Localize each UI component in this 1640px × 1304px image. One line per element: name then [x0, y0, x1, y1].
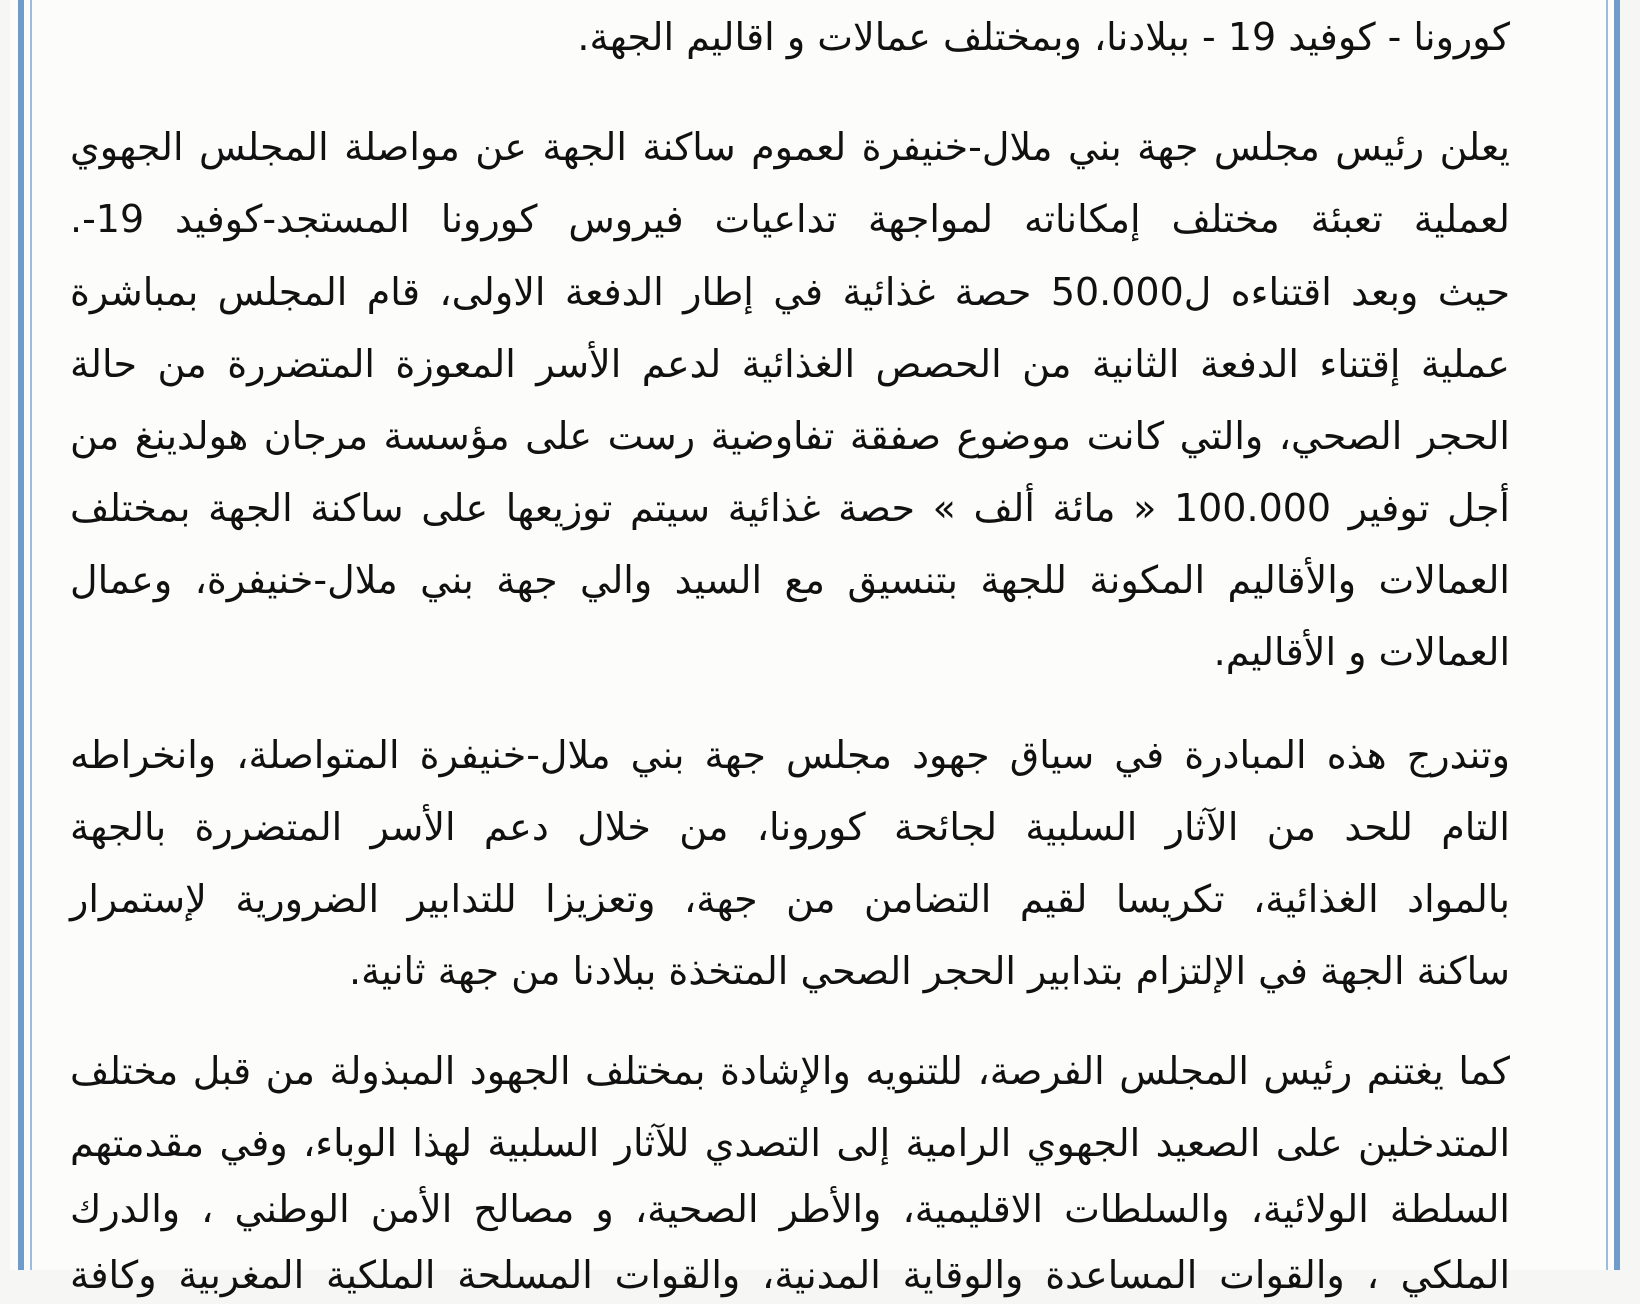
paragraph-3-line: السلطة الولائية، والسلطات الاقليمية، والأطر الصحية، و مصالح الأمن الوطني ، والدرك — [70, 1187, 1510, 1231]
document-page — [10, 0, 1620, 1297]
paragraph-2-line: بالمواد الغذائية، تكريسا لقيم التضامن من جهة، وتعزيزا للتدابير الضرورية لإستمرار — [70, 877, 1510, 921]
paragraph-3-line: المتدخلين على الصعيد الجهوي الرامية إلى التصدي للآثار السلبية لهذا الوباء، وفي مقدمتهم — [70, 1121, 1510, 1165]
paragraph-2-line: التام للحد من الآثار السلبية لجائحة كورونا، من خلال دعم الأسر المتضررة بالجهة — [70, 805, 1510, 849]
paragraph-2-line: ساكنة الجهة في الإلتزام بتدابير الحجر الصحي المتخذة ببلادنا من جهة ثانية. — [348, 949, 1510, 993]
paragraph-1-line: أجل توفير 100.000 « مائة ألف » حصة غذائية سيتم توزيعها على ساكنة الجهة بمختلف — [70, 486, 1510, 530]
paragraph-1-line: العمالات والأقاليم المكونة للجهة بتنسيق مع السيد والي جهة بني ملال-خنيفرة، وعمال — [70, 558, 1510, 602]
paragraph-1-line: حيث وبعد اقتناءه ل50.000 حصة غذائية في إطار الدفعة الاولى، قام المجلس بمباشرة — [70, 270, 1510, 314]
paragraph-1-line: يعلن رئيس مجلس جهة بني ملال-خنيفرة لعموم ساكنة الجهة عن مواصلة المجلس الجهوي — [70, 125, 1510, 169]
paragraph-1-line: عملية إقتناء الدفعة الثانية من الحصص الغذائية لدعم الأسر المعوزة المتضررة من حالة — [70, 342, 1510, 386]
paragraph-2-line: وتندرج هذه المبادرة في سياق جهود مجلس جهة بني ملال-خنيفرة المتواصلة، وانخراطه — [70, 733, 1510, 777]
top-partial-line: كورونا - كوفيد 19 - ببلادنا، وبمختلف عمالات و اقاليم الجهة. — [577, 15, 1510, 59]
paragraph-1-line: العمالات و الأقاليم. — [1213, 630, 1510, 674]
paragraph-1-line: لعملية تعبئة مختلف إمكاناته لمواجهة تداعيات فيروس كورونا المستجد-كوفيد 19-. — [70, 197, 1510, 241]
paragraph-3-line: كما يغتنم رئيس المجلس الفرصة، للتنويه والإشادة بمختلف الجهود المبذولة من قبل مختلف — [70, 1049, 1510, 1093]
paragraph-3-line: الملكي ، والقوات المساعدة والوقاية المدنية، والقوات المسلحة الملكية المغربية وكافة — [70, 1253, 1510, 1297]
paragraph-1-line: الحجر الصحي، والتي كانت موضوع صفقة تفاوضية رست على مؤسسة مرجان هولدينغ من — [70, 414, 1510, 458]
